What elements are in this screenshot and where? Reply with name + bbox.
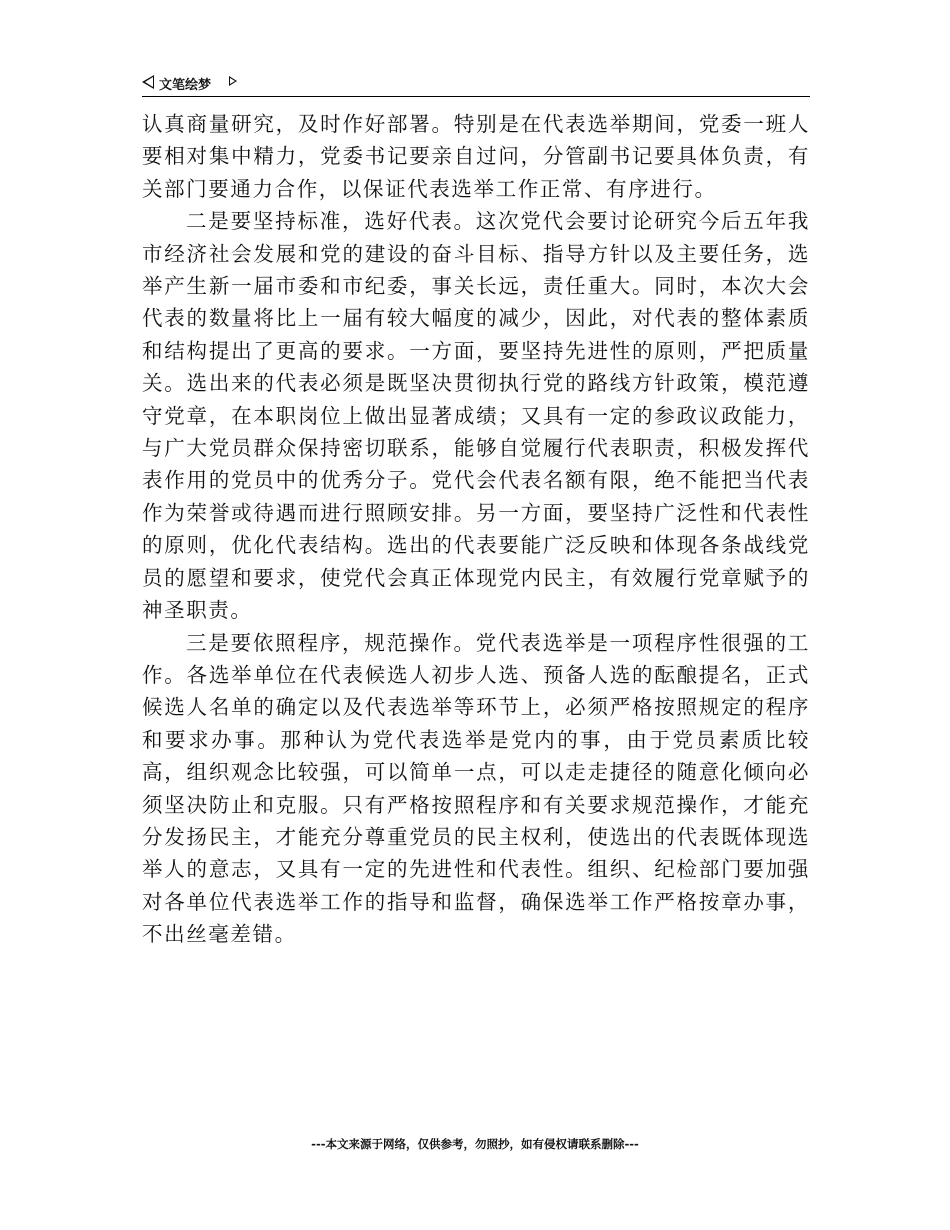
- page-header: [142, 72, 810, 97]
- paragraph-continuation: 认真商量研究，及时作好部署。特别是在代表选举期间，党委一班人要相对集中精力，党委书记要亲自过问，分管副书记要具体负责，有关部门要通力合作，以保证代表选举工作正常、有序进行。: [142, 112, 810, 201]
- paragraph-follow-procedure: 三是要依照程序，规范操作。党代表选举是一项程序性很强的工作。各选举单位在代表候选人初步人选、预备人选的酝酿提名，正式候选人名单的确定以及代表选举等环节上，必须严格按照规定的程序和要求办事。那种认为党代表选举是党内的事，由于党员素质比较高，组织观念比较强，可以简单一点，可以走走捷径的随意化倾向必须坚决防止和克服。只有严格按照程序和有关要求规范操作，才能充分发扬民主，才能充分尊重党员的民主权利，使选出的代表既体现选举人的意志，又具有一定的先进性和代表性。组织、纪检部门要加强对各单位代表选举工作的指导和监督，确保选举工作严格按章办事，不出丝毫差错。: [142, 630, 810, 947]
- left-triangle-icon: [142, 75, 154, 89]
- document-body: [142, 108, 810, 951]
- right-triangle-icon: [229, 76, 237, 86]
- footer-disclaimer: ---本文来源于网络，仅供参考，勿照抄，如有侵权请联系删除---: [311, 1137, 639, 1151]
- paragraph-select-representatives: 二是要坚持标准，选好代表。这次党代会要讨论研究今后五年我市经济社会发展和党的建设的奋斗目标、指导方针以及主要任务，选举产生新一届市委和市纪委，事关长远，责任重大。同时，本次大会代表的数量将比上一届有较大幅度的减少，因此，对代表的整体素质和结构提出了更高的要求。一方面，要坚持先进性的原则，严把质量关。选出来的代表必须是既坚决贯彻执行党的路线方针政策，模范遵守党章，在本职岗位上做出显著成绩；又具有一定的参政议政能力，与广大党员群众保持密切联系，能够自觉履行代表职责，积极发挥代表作用的党员中的优秀分子。党代会代表名额有限，绝不能把当代表作为荣誉或待遇而进行照顾安排。另一方面，要坚持广泛性和代表性的原则，优化代表结构。选出的代表要能广泛反映和体现各条战线党员的愿望和要求，使党代会真正体现党内民主，有效履行党章赋予的神圣职责。: [142, 209, 810, 623]
- header-title: 文笔绘梦: [159, 78, 212, 93]
